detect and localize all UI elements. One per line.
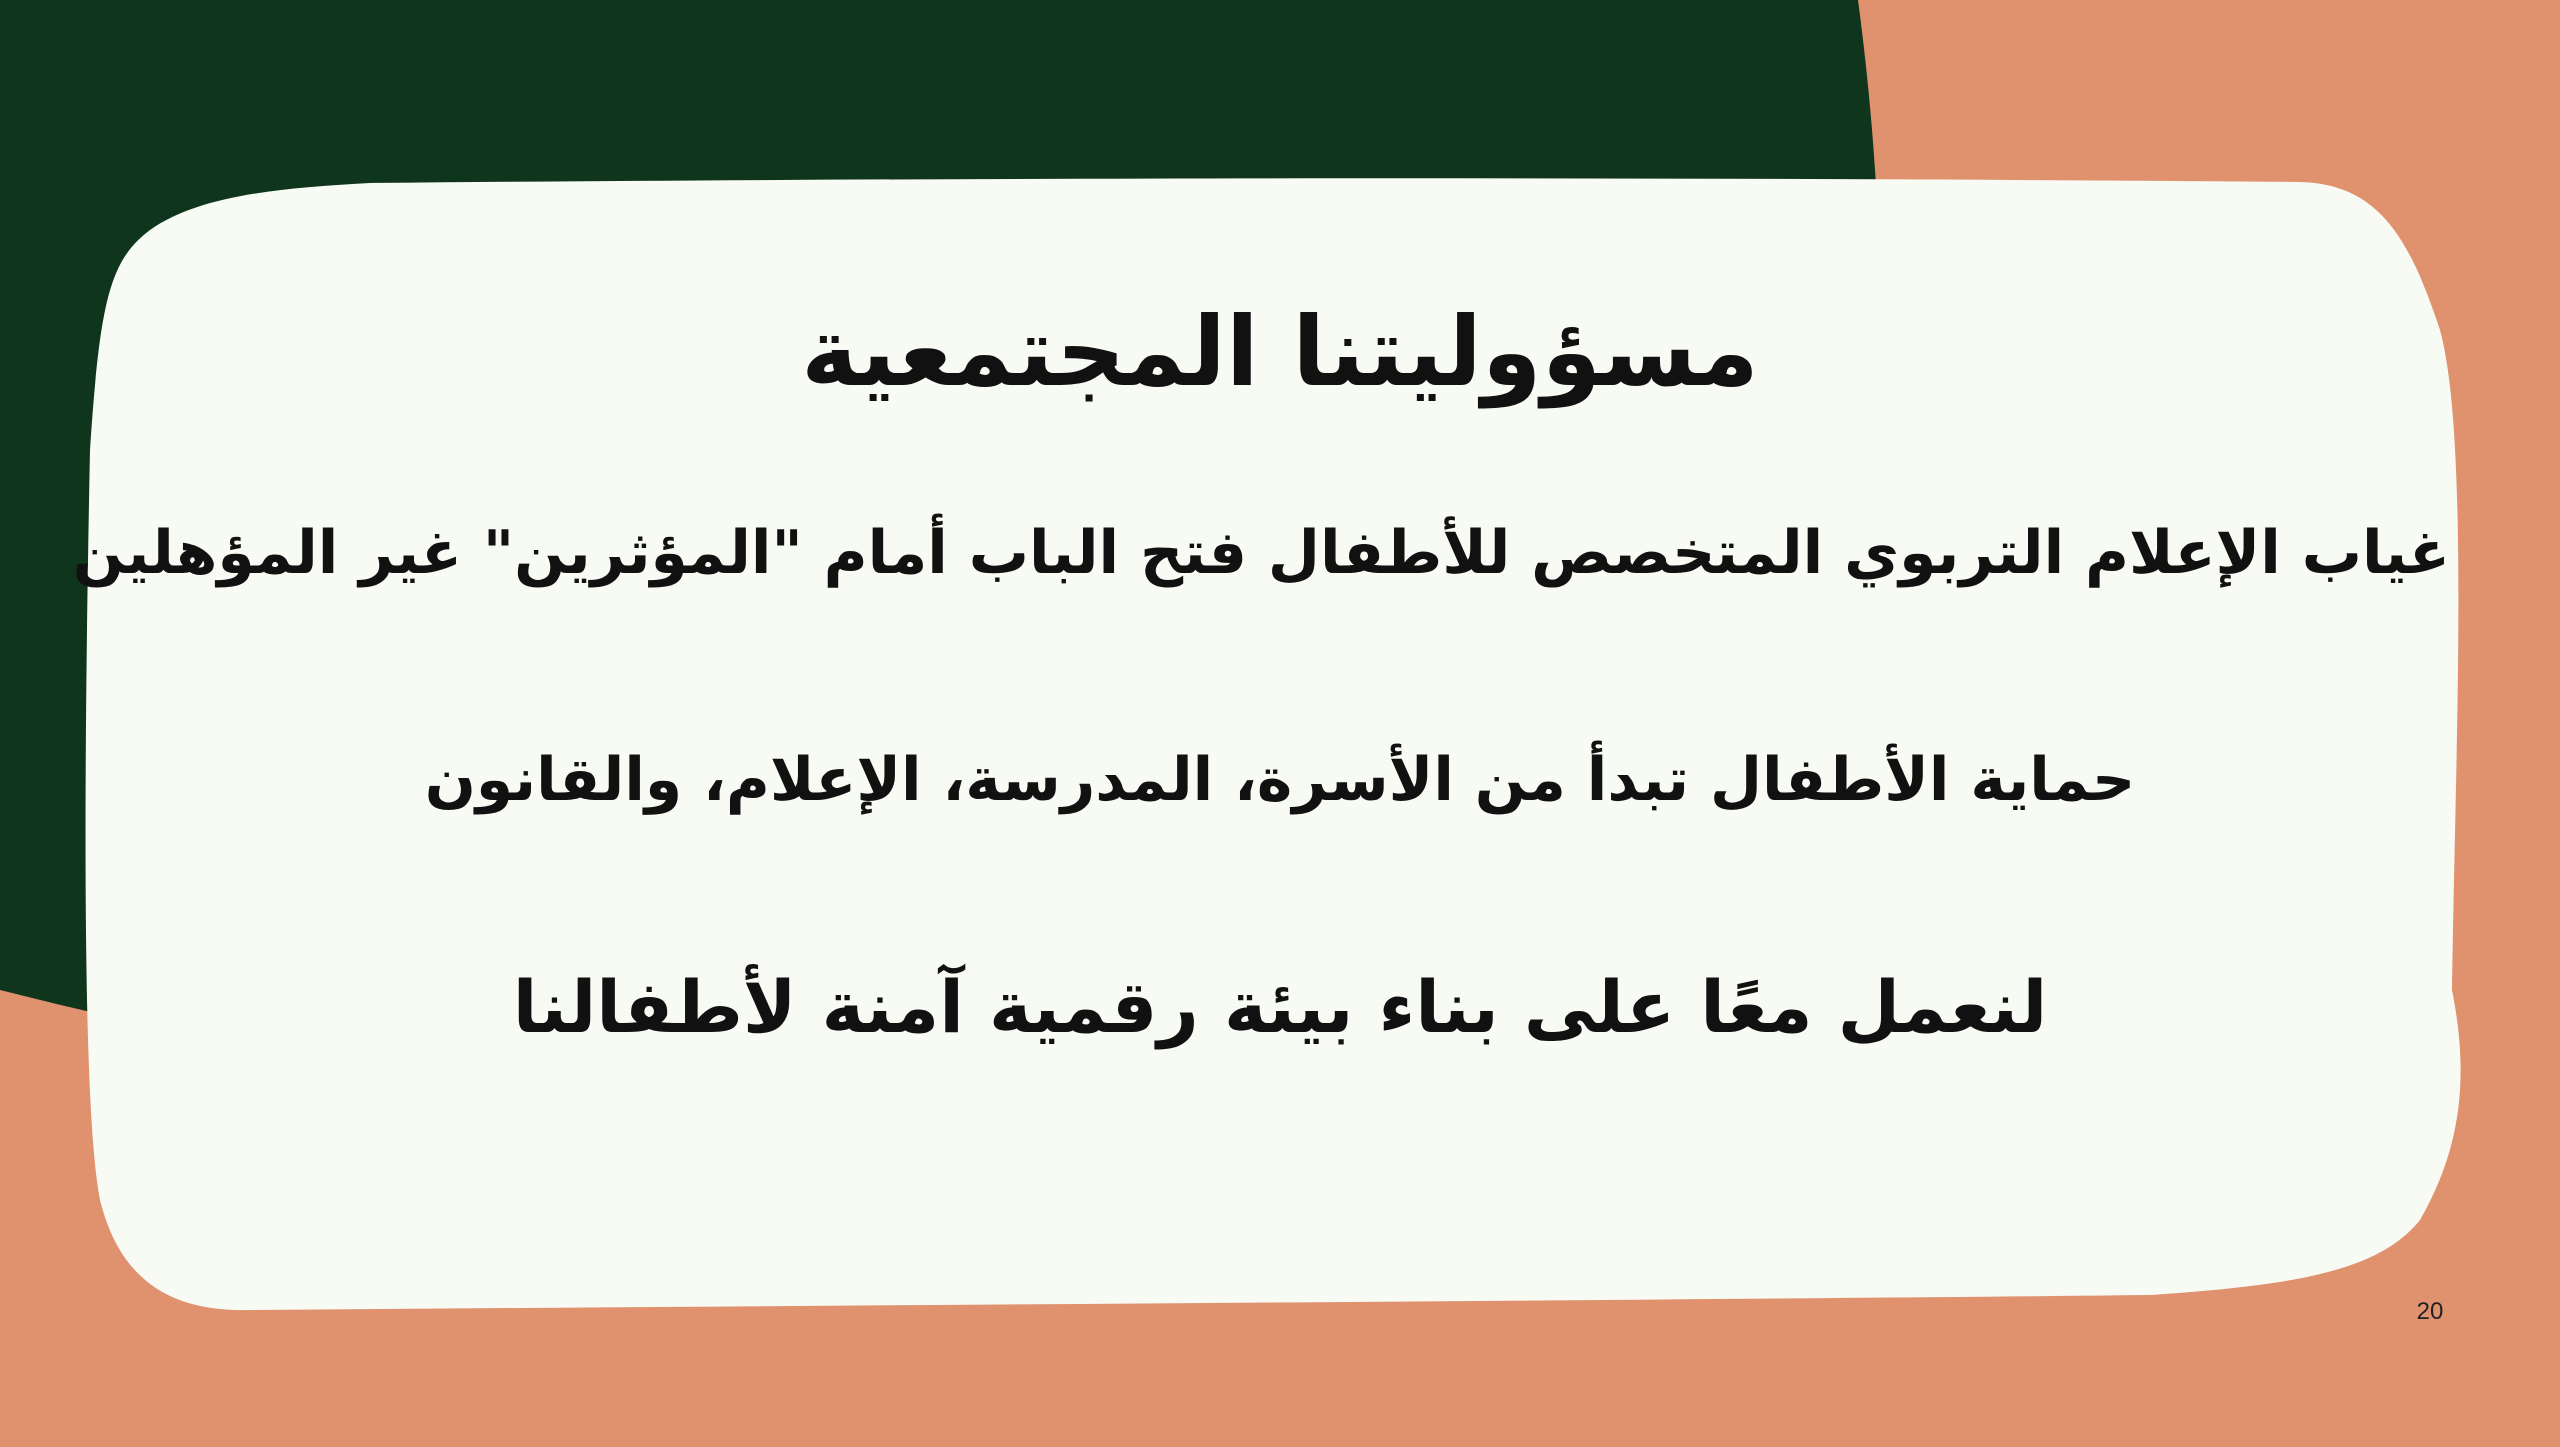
page-number: 20 (2416, 1298, 2444, 1325)
call-to-action-line: لنعمل معًا على بناء بيئة رقمية آمنة لأطفالنا (512, 965, 2048, 1049)
statement-line-2: حماية الأطفال تبدأ من الأسرة، المدرسة، الإعلام، والقانون (424, 745, 2136, 815)
slide-title: مسؤوليتنا المجتمعية (801, 296, 1759, 408)
slide-content (72, 200, 2450, 1280)
statement-line-1: غياب الإعلام التربوي المتخصص للأطفال فتح الباب أمام "المؤثرين" غير المؤهلين (72, 518, 2450, 588)
